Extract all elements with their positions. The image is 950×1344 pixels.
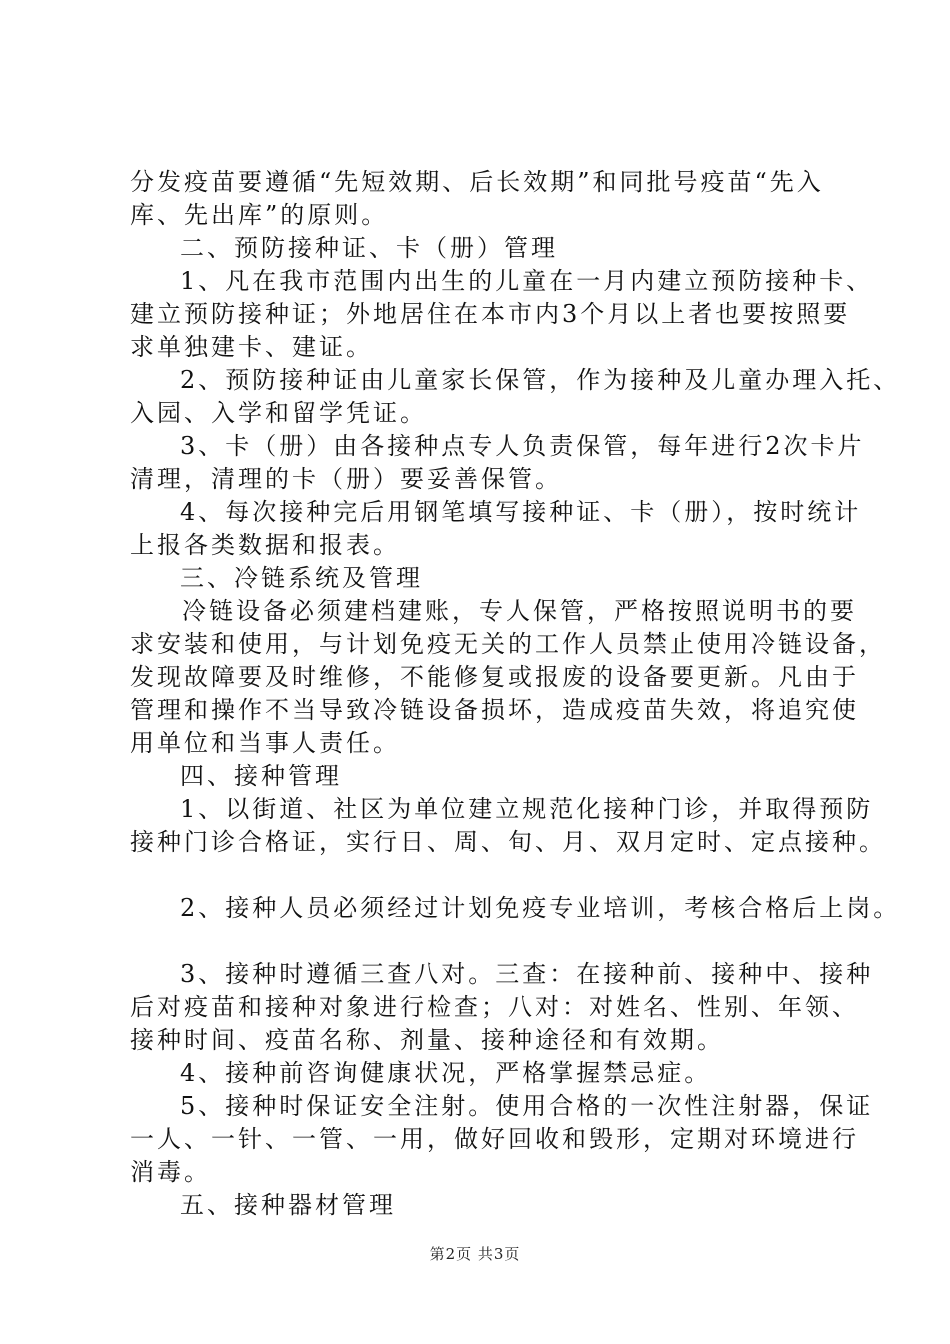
text-line: 管理和操作不当导致冷链设备损坏，造成疫苗失效，将追究使 bbox=[130, 696, 859, 724]
text-line: 接种门诊合格证，实行日、周、旬、月、双月定时、定点接种。 bbox=[130, 828, 886, 856]
blank-line bbox=[130, 925, 830, 958]
text-line: 5、接种时保证安全注射。使用合格的一次性注射器，保证 bbox=[180, 1092, 874, 1120]
text-line: 分发疫苗要遵循“先短效期、后长效期”和同批号疫苗“先入 bbox=[130, 168, 824, 196]
text-line: 4、每次接种完后用钢笔填写接种证、卡（册），按时统计 bbox=[180, 498, 862, 526]
text-line: 4、接种前咨询健康状况，严格掌握禁忌症。 bbox=[180, 1059, 712, 1087]
text-line: 建立预防接种证；外地居住在本市内3个月以上者也要按照要 bbox=[130, 300, 851, 328]
text-line: 冷链设备必须建档建账，专人保管，严格按照说明书的要 bbox=[182, 597, 857, 625]
text-line: 消毒。 bbox=[130, 1158, 211, 1186]
text-line: 接种时间、疫苗名称、剂量、接种途径和有效期。 bbox=[130, 1026, 724, 1054]
section-heading: 三、冷链系统及管理 bbox=[180, 564, 423, 592]
text-line: 清理，清理的卡（册）要妥善保管。 bbox=[130, 465, 562, 493]
text-line: 3、接种时遵循三查八对。三查：在接种前、接种中、接种 bbox=[180, 960, 874, 988]
section-heading: 五、接种器材管理 bbox=[180, 1191, 396, 1219]
text-line: 后对疫苗和接种对象进行检查；八对：对姓名、性别、年领、 bbox=[130, 993, 859, 1021]
text-line: 一人、一针、一管、一用，做好回收和毁形，定期对环境进行 bbox=[130, 1125, 859, 1153]
text-line: 1、凡在我市范围内出生的儿童在一月内建立预防接种卡、 bbox=[180, 267, 874, 295]
text-line: 用单位和当事人责任。 bbox=[130, 729, 400, 757]
text-line: 求单独建卡、建证。 bbox=[130, 333, 373, 361]
section-heading: 二、预防接种证、卡（册）管理 bbox=[180, 234, 558, 262]
text-line: 库、先出库”的原则。 bbox=[130, 201, 389, 229]
text-line: 上报各类数据和报表。 bbox=[130, 531, 400, 559]
document-body bbox=[130, 166, 901, 1222]
section-heading: 四、接种管理 bbox=[180, 762, 342, 790]
text-line: 1、以街道、社区为单位建立规范化接种门诊，并取得预防 bbox=[180, 795, 874, 823]
page-number: 第2页 共3页 bbox=[429, 1245, 521, 1263]
text-line: 2、接种人员必须经过计划免疫专业培训，考核合格后上岗。 bbox=[180, 894, 901, 922]
text-line: 2、预防接种证由儿童家长保管，作为接种及儿童办理入托、 bbox=[180, 366, 901, 394]
text-line: 发现故障要及时维修，不能修复或报废的设备要更新。凡由于 bbox=[130, 663, 859, 691]
blank-line bbox=[130, 859, 830, 892]
text-line: 3、卡（册）由各接种点专人负责保管，每年进行2次卡片 bbox=[180, 432, 865, 460]
text-line: 入园、入学和留学凭证。 bbox=[130, 399, 427, 427]
text-line: 求安装和使用，与计划免疫无关的工作人员禁止使用冷链设备， bbox=[130, 630, 886, 658]
